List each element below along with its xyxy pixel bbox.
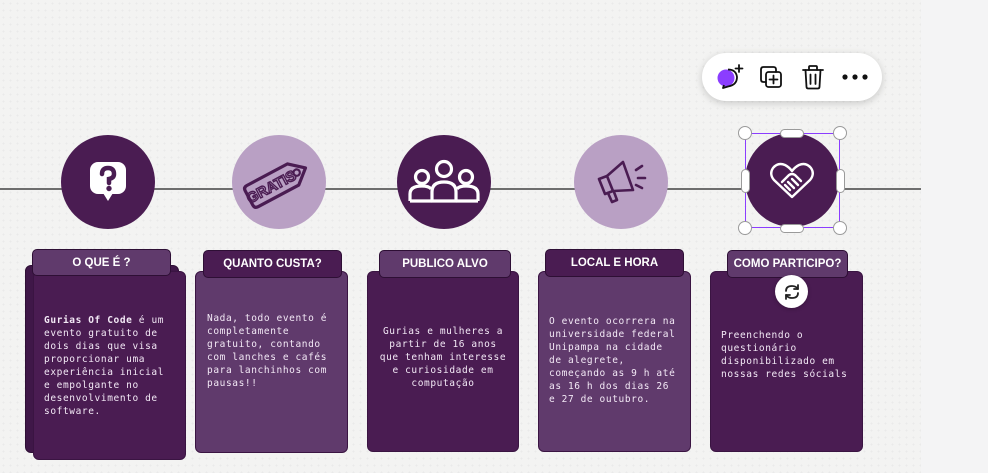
more-icon [841, 72, 869, 82]
trash-icon [800, 63, 826, 91]
step-5-description: Preenchendo o questionário disponibilizado em nossas redes sócials [721, 329, 848, 380]
step-4-title[interactable]: LOCAL E HORA [545, 249, 684, 277]
step-1-title[interactable]: O QUE É ? [32, 249, 171, 276]
gratis-tag-text: GRATIS [244, 167, 300, 208]
step-3-description: Gurias e mulheres a partir de 16 anos que tenham interesse e curiosidade em computação [379, 326, 507, 389]
step-5-title[interactable]: COMO PARTICIPO? [727, 250, 848, 278]
step-2-title[interactable]: QUANTO CUSTA? [203, 250, 342, 278]
comment-add-icon [713, 61, 745, 93]
question-icon [86, 159, 130, 205]
duplicate-icon [757, 63, 785, 91]
resize-handle-top-right[interactable] [833, 126, 847, 140]
resize-handle-bottom-right[interactable] [833, 221, 847, 235]
resize-handle-bottom[interactable] [780, 224, 804, 233]
resize-handle-bottom-left[interactable] [738, 221, 752, 235]
selection-frame[interactable] [745, 133, 840, 228]
delete-button[interactable] [795, 59, 831, 95]
step-2-description: Nada, todo evento é completamente gratuito, contando com lanches e cafés para lanchinhos com pausas!! [207, 313, 328, 389]
right-side-panel [921, 0, 988, 473]
step-1-description: Gurias Of Code é um evento gratuito de dois dias que visa proporcionar uma experiência inicial e empolgante no desenvolvimento de software. [44, 314, 165, 417]
rotate-button[interactable] [775, 275, 808, 308]
step-1-circle[interactable] [61, 135, 155, 229]
step-3-circle[interactable] [397, 135, 491, 229]
step-1-highlight: Gurias Of Code [44, 314, 133, 326]
add-comment-button[interactable] [711, 59, 747, 95]
resize-handle-left[interactable] [741, 169, 750, 193]
resize-handle-right[interactable] [836, 169, 845, 193]
step-4-card[interactable] [538, 271, 691, 452]
step-3-title[interactable]: PUBLICO ALVO [379, 250, 511, 278]
more-options-button[interactable] [837, 59, 873, 95]
resize-handle-top[interactable] [780, 129, 804, 138]
step-3-card[interactable] [367, 271, 519, 452]
step-2-card[interactable] [195, 271, 348, 453]
resize-handle-top-left[interactable] [738, 126, 752, 140]
step-4-description: O evento ocorrera na universidade federal Unipampa na cidade de alegrete, começando as 9 h até as 16 h dos dias 26 e 27 de outubro. [549, 316, 676, 405]
step-4-circle[interactable] [574, 135, 668, 229]
gratis-tag-icon [239, 142, 319, 222]
people-group-icon [406, 157, 482, 207]
megaphone-icon [593, 157, 649, 207]
rotate-icon [782, 282, 802, 302]
element-toolbar [702, 53, 882, 101]
step-1-card[interactable] [33, 271, 186, 460]
duplicate-button[interactable] [753, 59, 789, 95]
step-2-circle[interactable] [232, 135, 326, 229]
